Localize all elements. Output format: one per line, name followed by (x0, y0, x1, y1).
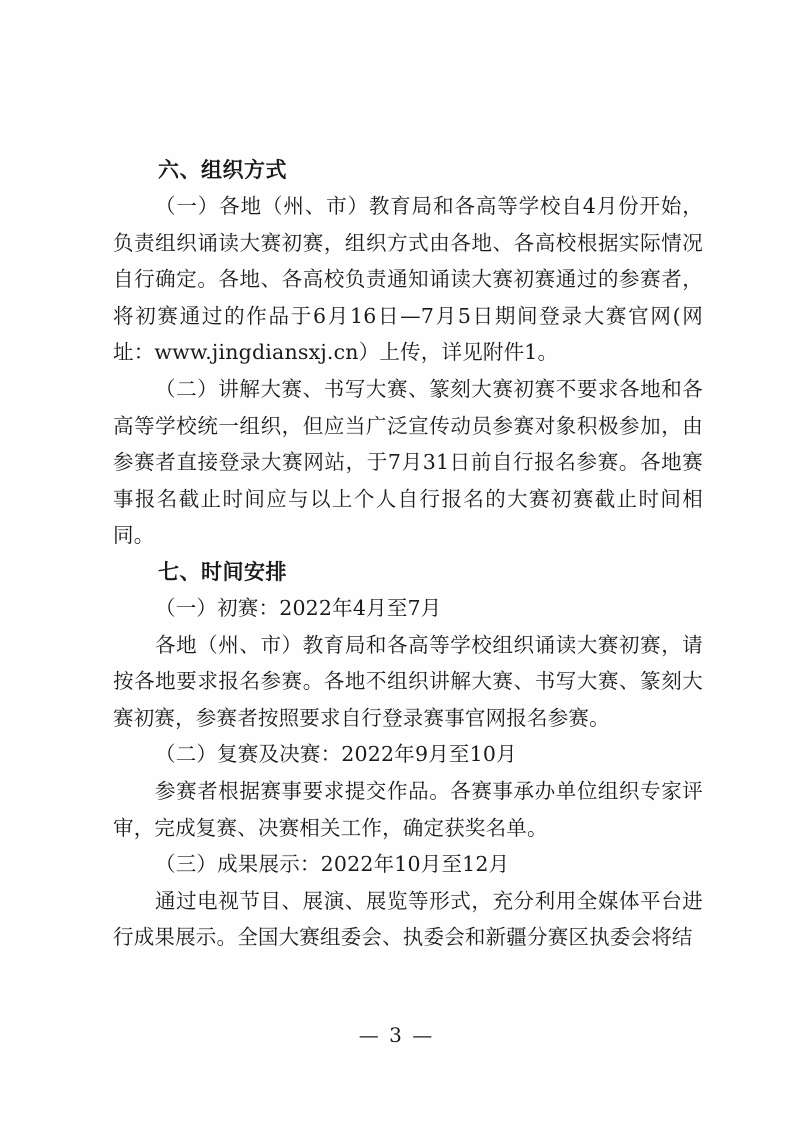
subheading-semifinal-final: （二）复赛及决赛：2022年9月至10月 (155, 742, 517, 767)
subheading-showcase: （三）成果展示：2022年10月至12月 (155, 852, 510, 877)
section-heading-schedule: 七、时间安排 (158, 559, 287, 584)
page-number: — 3 — (358, 1023, 435, 1047)
paragraph-organization-2: （二）讲解大赛、书写大赛、篆刻大赛初赛不要求各地和各高等学校统一组织，但应当广泛宣传动员参赛对象积极参加，由参赛者直接登录大赛网站，于7月31日前自行报名参赛。各地赛事报名截止时间应与以上个人自行报名的大赛初赛截止时间相同。 (113, 376, 703, 548)
page-content (113, 152, 703, 956)
paragraph-showcase: 通过电视节目、展演、展览等形式，充分利用全媒体平台进行成果展示。全国大赛组委会、执委会和新疆分赛区执委会将结 (113, 888, 703, 950)
paragraph-preliminary: 各地（州、市）教育局和各高等学校组织诵读大赛初赛，请按各地要求报名参赛。各地不组织讲解大赛、书写大赛、篆刻大赛初赛，参赛者按照要求自行登录赛事官网报名参赛。 (113, 632, 703, 730)
paragraph-semifinal-final: 参赛者根据赛事要求提交作品。各赛事承办单位组织专家评审，完成复赛、决赛相关工作，确定获奖名单。 (113, 778, 703, 840)
paragraph-organization-1: （一）各地（州、市）教育局和各高等学校自4月份开始，负责组织诵读大赛初赛，组织方式由各地、各高校根据实际情况自行确定。各地、各高校负责通知诵读大赛初赛通过的参赛者，将初赛通过的作品于6月16日—7月5日期间登录大赛官网(网址：www.jingdiansxj.cn）上传，详见附件1。 (113, 194, 703, 365)
subheading-preliminary: （一）初赛：2022年4月至7月 (155, 595, 442, 620)
section-heading-organization: 六、组织方式 (158, 158, 287, 182)
